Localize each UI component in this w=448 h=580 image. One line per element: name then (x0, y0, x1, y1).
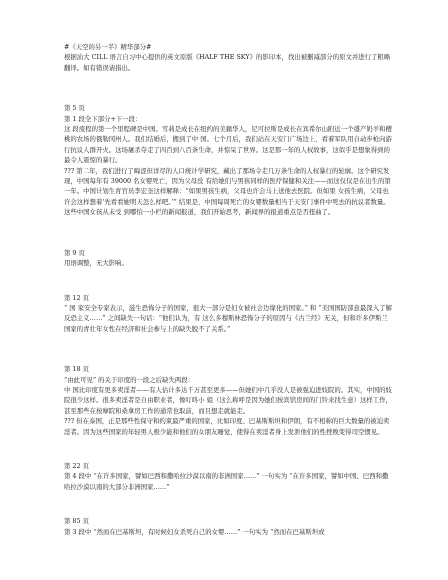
section-page-5 (64, 103, 394, 217)
section-page-label: 第 9 页 (64, 248, 85, 257)
section-page-85 (64, 516, 394, 537)
section-lead: 用语调整，无大影响。 (64, 259, 128, 268)
section-page-12 (64, 293, 394, 335)
section-paragraph: ??? 第二年，我们进行了晦涩但详尽的人口统计学研究，藏出了那场令走几万条生命的人权暴行的轮廓。这个研究发现，中国每年有 39000 名女婴死亡，因为父母没 有给她们与男孩同样的医疗保健和关注——而这仅仅是在出生的第一年。中国计划生育官员李宏奎这样解释：“如果男孩生病，父母也许会马上送他去医院。但如果 女孩生病，父母也许会这样想着‘先看看她明天怎么样吧。’” 结果是，中国每周死亡的女婴数量相当于天安门事件中死去的抗议者数量。这些中国女孩从未受 到哪怕一小栏的新闻报道，我们开始思考，新闻界的报道重点是否扭曲了。 (64, 166, 391, 217)
section-page-label: 第 18 页 (64, 365, 89, 374)
section-paragraph: 第 3 段中 “然而在巴基斯坦，有时候妇女杀死自己的女婴……” 一句实为 “然而在巴基斯坦或 (64, 527, 325, 536)
section-page-22 (64, 461, 394, 492)
section-paragraph: “ 国 家安全专家表示，滋生恐怖分子的国家，很大一部分是妇女被社会边缘化的国家。” 和 “美国国防部意最深入了解反恐主义……” 之间缺失一句话：“他们认为，有 这么多穆斯林恐怖分子的原因与《古兰经》无关，但和许多伊斯兰国家的青壮年女性在经济和社会参与上的缺失脱不了关系。” (64, 303, 392, 333)
section-page-9 (64, 248, 394, 269)
section-paragraph: 这 段废程的第一个里程碑是中国。雪莉是成长在纽约的美籍华人，尼可拉斯是成长在宾希尔山附近一个盛产奶羊和樱桃的农场的俄勒冈州人。我们结婚后，搬到了中 国。七个月后，我们站在天安门广场边上，看着军队用自动步枪向游行抗议人群开火。这场屠杀夺走了四百到八百条生命，并惊呆了世界。这是那一年的人权故事，这似乎是想象得到的最令人震惊的暴行。 (64, 125, 392, 165)
document-body (64, 42, 394, 537)
section-lead: “由此可见” 的关于印度的一段之后缺失两段： (64, 375, 194, 384)
section-page-label: 第 5 页 (64, 104, 85, 113)
section-paragraph: 中 国比印度有更多卖淫者——有人估计多达千万甚至更多——但她们中几乎没人是被强迫进妓院的。其实，中国的妓院很少这样。很多卖淫者是自由职业者，像叮咚小 姐（这么称呼是因为她们按宾馆房间的门铃来找生意）这样工作，甚至那些在按摩院和桑拿房工作的通常也取前，而且想走就能走。 (64, 385, 392, 415)
section-page-label: 第 85 页 (64, 517, 89, 526)
document-tag: #《天空的另一半》精华部分# (64, 43, 152, 51)
section-paragraph: 第 4 段中 “在许多国家，譬如巴西和撒哈拉沙漠以南的非洲国家……” 一句实为 “在许多国家，譬如中国、巴西和撒哈拉沙漠以南的大部分非洲国家……” (64, 472, 389, 491)
section-paragraph: ??? 但在泰国，正是那些性保守和约束最严重的国家，比如印度、巴基斯斯坦和伊朗，有不相称的巨大数量的被迫卖淫者。因为这些国家的年轻男人极少能和他们的女朋友睡觉，使得在卖淫者身上发泄他们的性挫败变得司空惯见。 (64, 417, 390, 436)
section-page-label: 第 22 页 (64, 461, 89, 470)
section-page-18 (64, 364, 394, 437)
section-page-label: 第 12 页 (64, 293, 89, 302)
document-intro: 根据汕大 CILL 语言自习中心提供的英文原版《HALF THE SKY》的影印本，找出被删减部分的原文并进行了粗略翻译。如有错误请指出。 (64, 53, 391, 72)
section-lead: 第 1 段全下部分+下一段： (64, 114, 142, 123)
